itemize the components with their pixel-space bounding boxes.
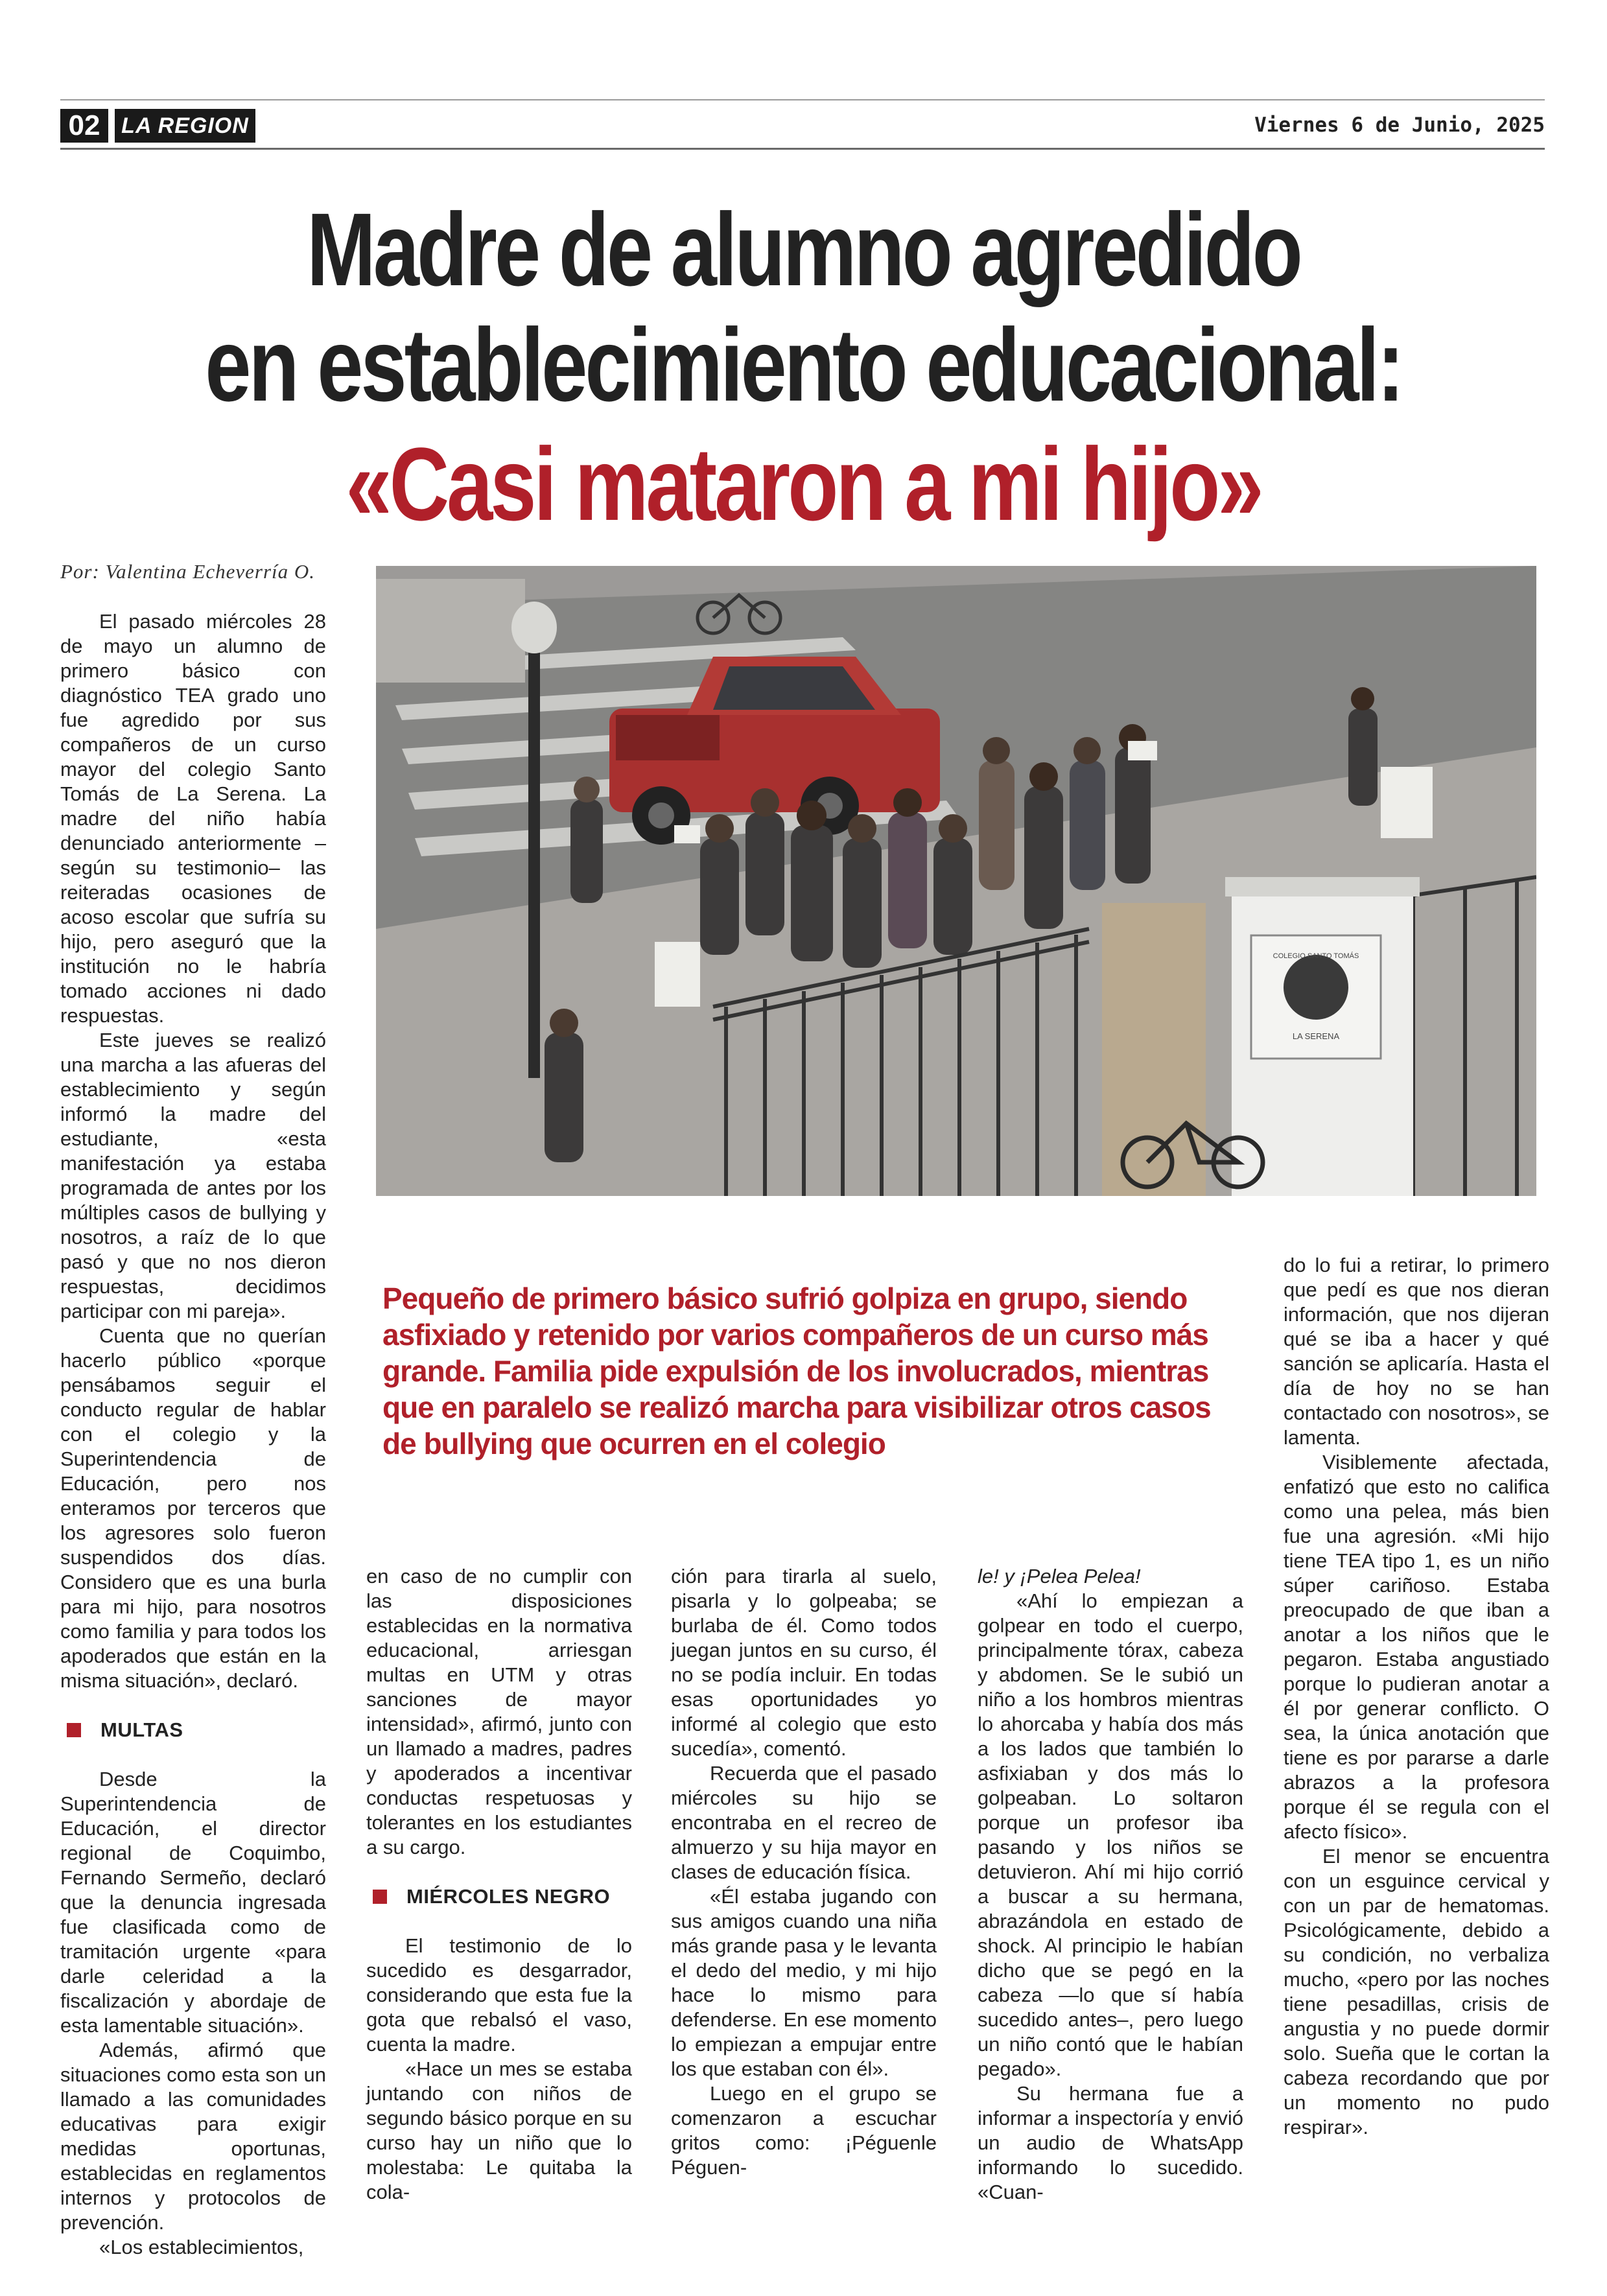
- page-number: 02: [60, 109, 108, 143]
- paragraph: El menor se encuentra con un esguince cervical y con un par de hematomas. Psicológicamente, debido a su condición, no verbaliza mucho, «pero por las noches tiene pesadillas, crisis de angustia y no puede dormir solo. Sueña que le cortan la cabeza recordando que por un momento no pudo respirar».: [1284, 1845, 1549, 2138]
- article-column-4: [978, 1564, 1243, 2205]
- article-column-3: [671, 1564, 937, 2180]
- paragraph: do lo fui a retirar, lo primero que pedí es que nos dieran información, que nos dijeran qué se iba a hacer y qué sanción se aplicaría. Hasta el día de hoy no se han contactado con nosotros», se lamenta.: [1284, 1254, 1549, 1449]
- paragraph: Cuenta que no querían hacerlo público «porque pensábamos seguir el conducto regular de hablar con el colegio y la Superintendencia de Educación, pero nos enteramos por terceros que los agresores solo fueron suspendidos dos días. Considero que es una burla para mi hijo, para nosotros como familia y para todos los apoderados que están en la misma situación», declaró.: [60, 1324, 326, 1692]
- byline: Por: Valentina Echeverría O.: [60, 560, 316, 583]
- header-bottom-rule: [60, 148, 1545, 150]
- header-top-rule: [60, 99, 1545, 100]
- paragraph: Luego en el grupo se comenzaron a escuchar gritos como: ¡Péguenle Péguen-: [671, 2082, 937, 2179]
- headline-line-2: en establecimiento educacional:: [205, 307, 1402, 423]
- school-sign-city: LA SERENA: [1292, 1031, 1340, 1041]
- headline-line-1: Madre de alumno agredido: [307, 191, 1300, 307]
- article-column-5: [1284, 1253, 1549, 2140]
- subhead-multas: MULTAS: [60, 1718, 326, 1742]
- paragraph: Su hermana fue a informar a inspectoría y envió un audio de WhatsApp informando lo sucedido. «Cuan-: [978, 2082, 1243, 2203]
- paragraph: le! y ¡Pelea Pelea!: [978, 1565, 1141, 1587]
- paragraph: «Los establecimientos,: [99, 2236, 304, 2258]
- paragraph: El pasado miércoles 28 de mayo un alumno de primero básico con diagnóstico TEA grado uno fue agredido por sus compañeros de un curso mayor del colegio Santo Tomás de La Serena. La madre del niño había denunciado anteriormente –según su testimonio– las reiteradas ocasiones de acoso escolar que sufría su hijo, pero aseguró que la institución no le habría tomado acciones ni dado respuestas.: [60, 610, 326, 1027]
- paragraph: Desde la Superintendencia de Educación, el director regional de Coquimbo, Fernando Sermeño, declaró que la denuncia ingresada fue clasificada como de tramitación urgente «para darle celeridad a la fiscalización y abordaje de esta lamentable situación».: [60, 1768, 326, 2037]
- paragraph: Este jueves se realizó una marcha a las afueras del establecimiento y según informó la madre del estudiante, «esta manifestación ya estaba programada de antes por los múltiples casos de bullying y nosotros, a raíz de lo que pasó y que no nos dieron respuestas, decidimos participar con mi pareja».: [60, 1029, 326, 1322]
- paragraph: Recuerda que el pasado miércoles su hijo se encontraba en el recreo de almuerzo y su hija mayor en clases de educación física.: [671, 1762, 937, 1883]
- paragraph: «Él estaba jugando con sus amigos cuando una niña más grande pasa y le levanta el dedo del medio, y mi hijo hace lo mismo para defenderse. En ese momento lo empiezan a empujar entre los que estaban con él».: [671, 1885, 937, 2080]
- headline-quote: «Casi mataron a mi hijo»: [346, 426, 1261, 542]
- paragraph: ción para tirarla al suelo, pisarla y lo golpeaba; se burlaba de él. Como todos juegan juntos en su curso, él no se podía incluir. En todas esas oportunidades yo informé al colegio que esto sucedía», comentó.: [671, 1565, 937, 1760]
- article-column-2: [366, 1564, 632, 2205]
- red-square-icon: [67, 1723, 81, 1737]
- paragraph: Visiblemente afectada, enfatizó que esto no califica como una pelea, más bien fue una agresión. «Mi hijo tiene TEA tipo 1, es un niño súper cariñoso. Estaba preocupado de que iban a anotar a los niños que le pegaron. Estaba angustiado porque lo pudieran anotar a él por generar conflicto. O sea, la única anotación que tiene es por pararse a darle abrazos a la profesora porque él se regula con el afecto físico».: [1284, 1451, 1549, 1843]
- issue-date: Viernes 6 de Junio, 2025: [1254, 113, 1545, 137]
- paragraph: El testimonio de lo sucedido es desgarrador, considerando que esta fue la gota que rebalsó el vaso, cuenta la madre.: [366, 1934, 632, 2056]
- article-lead: Pequeño de primero básico sufrió golpiza en grupo, siendo asfixiado y retenido por varios compañeros de un curso más grande. Familia pide expulsión de los involucrados, mientras que en paralelo se realizó marcha para visibilizar otros casos de bullying que ocurren en el colegio: [382, 1282, 1211, 1460]
- article-column-1: [60, 609, 326, 2260]
- paragraph: «Hace un mes se estaba juntando con niños de segundo básico porque en su curso hay un niño que lo molestaba: Le quitaba la cola-: [366, 2057, 632, 2203]
- section-label: LA REGION: [115, 109, 255, 143]
- paragraph: «Ahí lo empiezan a golpear en todo el cuerpo, principalmente tórax, cabeza y abdomen. Se le subió un niño a los hombros mientras lo ahorcaba y había dos más a los lados que también lo asfixiaban y dos más lo golpeaban. Lo soltaron porque un profesor iba pasando y los niños se detuvieron. Ahí mi hijo corrió a buscar a su hermana, abrazándola en estado de shock. Al principio le habían dicho que se pegó en la cabeza —lo que sí había sucedido antes–, pero luego un niño contó que le habían pegado».: [978, 1589, 1243, 2080]
- subhead-miercoles-negro: MIÉRCOLES NEGRO: [366, 1884, 632, 1909]
- school-sign-name: COLEGIO SANTO TOMÁS: [1273, 952, 1359, 960]
- school-sign: [1251, 935, 1381, 1059]
- red-square-icon: [373, 1890, 387, 1904]
- paragraph: en caso de no cumplir con las disposiciones establecidas en la normativa educacional, arriesgan multas en UTM y otras sanciones de mayor intensidad», afirmó, junto con un llamado a madres, padres y apoderados a incentivar conductas respetuosas y tolerantes en los estudiantes a su cargo.: [366, 1565, 632, 1858]
- news-photo: [376, 566, 1536, 1196]
- paragraph: Además, afirmó que situaciones como esta son un llamado a las comunidades educativas para exigir medidas oportunas, establecidas en reglamentos internos y protocolos de prevención.: [60, 2039, 326, 2234]
